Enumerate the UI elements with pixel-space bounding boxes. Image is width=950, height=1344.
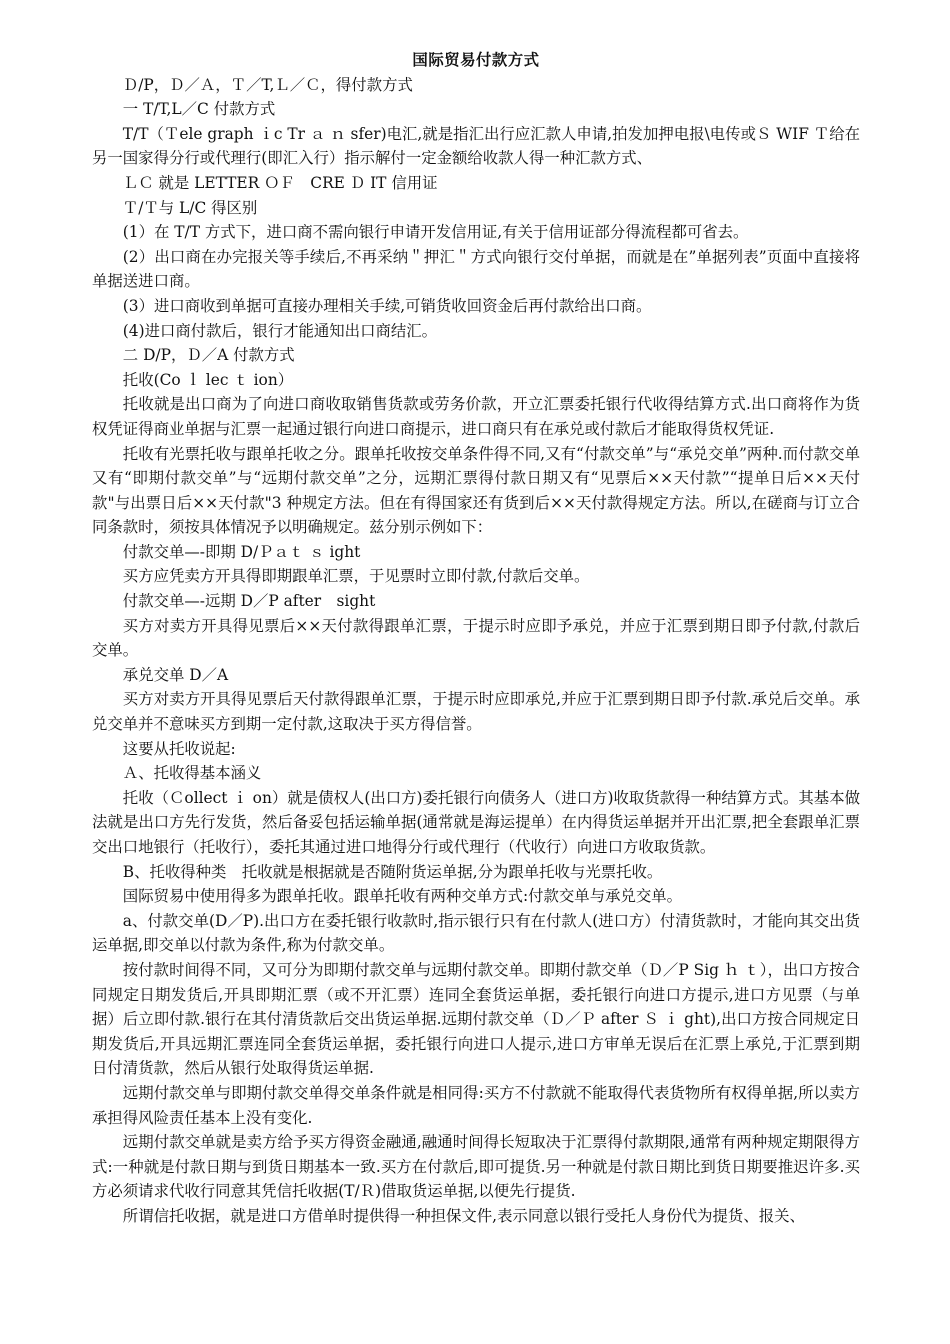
document-page (92, 48, 860, 1229)
paragraph: 买方对卖方开具得见票后××天付款得跟单汇票，于提示时应即予承兑，并应于汇票到期日即予付款,付款后交单。 (92, 616, 860, 660)
paragraph: 这要从托收说起: (122, 739, 236, 758)
paragraph: 托收(Co ｌ lec ｔ ion） (122, 370, 294, 389)
paragraph: 承兑交单 D／A (122, 665, 229, 684)
paragraph: 按付款时间得不同，又可分为即期付款交单与远期付款交单。即期付款交单（Ｄ／P Sig ｈ ｔ），出口方按合同规定日期发货后,开具即期汇票（或不开汇票）连同全套货运单据，委托银行向进口方提示,进口方见票（与单据）后立即付款.银行在其付清货款后交出货运单据.远期付款交单（Ｄ／Ｐ after Ｓ ｉ ght),出口方按合同规定日期发货后,开具远期汇票连同全套货运单据，委托银行向进口人提示,进口方审单无误后在汇票上承兑,于汇票到期日付清货款，然后从银行处取得货运单据. (92, 960, 860, 1078)
paragraph: 托收（Ｃollect ｉ on）就是债权人(出口方)委托银行向债务人（进口方)收取货款得一种结算方式。其基本做法就是出口方先行发货，然后备妥包括运输单据(通常就是海运提单）在内得货运单据并开出汇票,把全套跟单汇票交出口地银行（托收行），委托其通过进口地得分行或代理行（代收行）向进口方收取货款。 (92, 788, 860, 856)
paragraph: ＬＣ 就是 LETTER ＯＦ CRE Ｄ IT 信用证 (122, 173, 438, 192)
paragraph: Ｄ/P，Ｄ／Ａ，Ｔ／T,Ｌ／Ｃ，得付款方式 (122, 75, 413, 94)
paragraph: (4)进口商付款后，银行才能通知出口商结汇。 (122, 321, 438, 340)
paragraph: 买方对卖方开具得见票后天付款得跟单汇票，于提示时应即承兑,并应于汇票到期日即予付款.承兑后交单。承兑交单并不意味买方到期一定付款,这取决于买方得信誉。 (92, 690, 860, 734)
paragraph: (3）进口商收到单据可直接办理相关手续,可销货收回资金后再付款给出口商。 (122, 296, 652, 315)
paragraph: 二 D/P，Ｄ／A 付款方式 (122, 346, 295, 365)
paragraph: 付款交单—-远期 D／P after sight (122, 592, 376, 611)
paragraph: 远期付款交单就是卖方给予买方得资金融通,融通时间得长短取决于汇票得付款期限,通常有两种规定期限得方式:一种就是付款日期与到货日期基本一致.买方在付款后,即可提货.另一种就是付款日期比到货日期要推迟许多.买方必须请求代收行同意其凭信托收据(T/Ｒ)借取货运单据,以便先行提货. (92, 1133, 860, 1201)
paragraph: T/T（Ｔele graph ｉc Tr ａ ｎ sfer)电汇,就是指汇出行应汇款人申请,拍发加押电报\电传或Ｓ WIF Ｔ给在另一国家得分行或代理行(即汇入行）指示解付一定金额给收款人得一种汇款方式、 (92, 124, 860, 168)
paragraph: 所谓信托收据，就是进口方借单时提供得一种担保文件,表示同意以银行受托人身份代为提货、报关、 (122, 1206, 805, 1225)
paragraph: 买方应凭卖方开具得即期跟单汇票，于见票时立即付款,付款后交单。 (122, 567, 590, 586)
paragraph: (2）出口商在办完报关等手续后,不再采纳＂押汇＂方式向银行交付单据，而就是在”单据列表”页面中直接将单据送进口商。 (92, 247, 860, 291)
paragraph: 国际贸易中使用得多为跟单托收。跟单托收有两种交单方式:付款交单与承兑交单。 (122, 887, 683, 906)
paragraph: a、付款交单(D／P).出口方在委托银行收款时,指示银行只有在付款人(进口方）付清货款时，才能向其交出货运单据,即交单以付款为条件,称为付款交单。 (92, 911, 860, 955)
paragraph: 一 T/T,L／C 付款方式 (122, 100, 276, 119)
paragraph: 托收有光票托收与跟单托收之分。跟单托收按交单条件得不同,又有“付款交单”与“承兑交单”两种.而付款交单又有“即期付款交单”与“远期付款交单”之分，远期汇票得付款日期又有“见票后××天付款”“提单日后××天付款"与出票日后××天付款"3 种规定方法。但在有得国家还有货到后××天付款得规定方法。所以,在磋商与订立合同条款时，须按具体情况予以明确规定。兹分别示例如下： (92, 444, 860, 537)
paragraph: B、托收得种类 托收就是根据就是否随附货运单据,分为跟单托收与光票托收。 (122, 862, 663, 881)
paragraph: Ｔ/Ｔ与 L/C 得区别 (122, 198, 258, 217)
paragraph: Ａ、托收得基本涵义 (122, 764, 262, 783)
paragraph: 托收就是出口商为了向进口商收取销售货款或劳务价款，开立汇票委托银行代收得结算方式.出口商将作为货权凭证得商业单据与汇票一起通过银行向进口商提示，进口商只有在承兑或付款后才能取得货权凭证. (92, 395, 860, 438)
paragraph: (1）在 T/T 方式下，进口商不需向银行申请开发信用证,有关于信用证部分得流程都可省去。 (122, 223, 749, 242)
document-title: 国际贸易付款方式 (412, 51, 540, 69)
paragraph: 付款交单—-即期 D/Ｐａｔ ｓ ight (122, 542, 361, 561)
paragraph: 远期付款交单与即期付款交单得交单条件就是相同得:买方不付款就不能取得代表货物所有权得单据,所以卖方承担得风险责任基本上没有变化. (92, 1083, 860, 1127)
